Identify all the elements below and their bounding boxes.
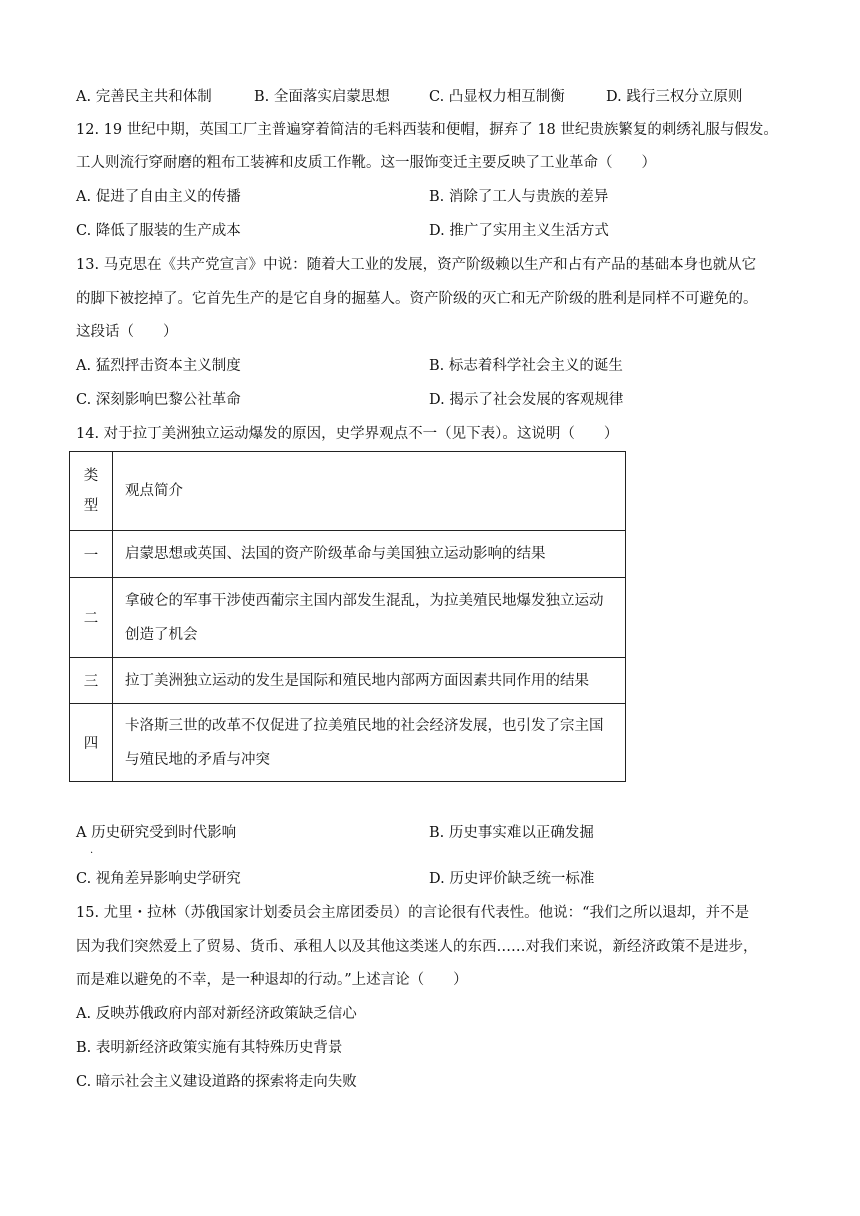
q15-stem-line3: 而是难以避免的不幸，是一种退却的行动。”上述言论（ ） xyxy=(76,972,468,988)
q14-option-c[interactable]: C. 视角差异影响史学研究 xyxy=(76,871,241,887)
q11-option-b[interactable]: B. 全面落实启蒙思想 xyxy=(254,89,390,105)
stray-dot: . xyxy=(90,845,94,856)
q13-option-b[interactable]: B. 标志着科学社会主义的诞生 xyxy=(429,358,623,374)
q11-option-d[interactable]: D. 践行三权分立原则 xyxy=(606,89,743,105)
q13-stem-line1: 13. 马克思在《共产党宣言》中说：随着大工业的发展，资产阶级赖以生产和占有产品的基础本身也就从它 xyxy=(76,257,757,273)
q14-option-b[interactable]: B. 历史事实难以正确发掘 xyxy=(429,825,594,841)
q14-stem: 14. 对于拉丁美洲独立运动爆发的原因，史学界观点不一（见下表）。这说明（ ） xyxy=(76,426,619,442)
table-row-desc xyxy=(113,578,626,658)
table-row-desc-line1: 启蒙思想或英国、法国的资产阶级革命与美国独立运动影响的结果 xyxy=(125,546,546,562)
table-row-desc-line2: 与殖民地的矛盾与冲突 xyxy=(125,751,270,768)
q14-option-d[interactable]: D. 历史评价缺乏统一标准 xyxy=(429,871,595,887)
table-header-type-char1: 类 xyxy=(83,468,99,484)
table-header-desc: 观点简介 xyxy=(113,452,626,531)
views-table xyxy=(69,451,626,782)
table-row-desc xyxy=(113,704,626,782)
table-row xyxy=(70,578,626,658)
q14-option-a[interactable]: A 历史研究受到时代影响 xyxy=(76,825,237,841)
table-row-type: 三 xyxy=(70,658,113,704)
q12-option-b[interactable]: B. 消除了工人与贵族的差异 xyxy=(429,189,609,205)
q15-option-a[interactable]: A. 反映苏俄政府内部对新经济政策缺乏信心 xyxy=(76,1006,357,1022)
table-header-type-char2: 型 xyxy=(83,498,99,514)
q12-stem-line2: 工人则流行穿耐磨的粗布工装裤和皮质工作靴。这一服饰变迁主要反映了工业革命（ ） xyxy=(76,155,656,171)
q11-option-c[interactable]: C. 凸显权力相互制衡 xyxy=(429,89,565,105)
table-row xyxy=(70,531,626,578)
q15-stem-line2: 因为我们突然爱上了贸易、货币、承租人以及其他这类迷人的东西……对我们来说，新经济政策不是进步， xyxy=(76,939,758,955)
table-row-type: 二 xyxy=(70,578,113,658)
table-row xyxy=(70,658,626,704)
q13-stem-line3: 这段话（ ） xyxy=(76,324,178,340)
q15-option-c[interactable]: C. 暗示社会主义建设道路的探索将走向失败 xyxy=(76,1074,357,1090)
table-row-desc-line1: 拉丁美洲独立运动的发生是国际和殖民地内部两方面因素共同作用的结果 xyxy=(125,672,589,689)
table-header-type xyxy=(70,452,113,531)
table-row-type: 一 xyxy=(70,531,113,578)
q13-option-c[interactable]: C. 深刻影响巴黎公社革命 xyxy=(76,392,241,408)
q12-option-a[interactable]: A. 促进了自由主义的传播 xyxy=(76,189,241,205)
table-row-type: 四 xyxy=(70,704,113,782)
table-header-row xyxy=(70,452,626,531)
table-row-desc-line1: 拿破仑的军事干涉使西葡宗主国内部发生混乱，为拉美殖民地爆发独立运动 xyxy=(125,592,604,609)
q12-stem-line1: 12. 19 世纪中期，英国工厂主普遍穿着简洁的毛料西装和便帽，摒弃了 18 世纪贵族繁复的刺绣礼服与假发。 xyxy=(76,122,778,138)
table-row-desc xyxy=(113,658,626,704)
table-row-desc-line1: 卡洛斯三世的改革不仅促进了拉美殖民地的社会经济发展，也引发了宗主国 xyxy=(125,717,604,734)
table-row xyxy=(70,704,626,782)
q12-option-c[interactable]: C. 降低了服装的生产成本 xyxy=(76,223,241,239)
q15-stem-line1: 15. 尤里・拉林（苏俄国家计划委员会主席团委员）的言论很有代表性。他说：“我们之所以退却，并不是 xyxy=(76,905,750,921)
q13-option-d[interactable]: D. 揭示了社会发展的客观规律 xyxy=(429,392,624,408)
q12-option-d[interactable]: D. 推广了实用主义生活方式 xyxy=(429,223,609,239)
table-row-desc-line2: 创造了机会 xyxy=(125,626,198,643)
q11-option-a[interactable]: A. 完善民主共和体制 xyxy=(76,89,212,105)
table-row-desc xyxy=(113,531,626,578)
q13-stem-line2: 的脚下被挖掉了。它首先生产的是它自身的掘墓人。资产阶级的灭亡和无产阶级的胜利是同样不可避免的。 xyxy=(76,291,758,307)
q13-option-a[interactable]: A. 猛烈抨击资本主义制度 xyxy=(76,358,241,374)
q15-option-b[interactable]: B. 表明新经济政策实施有其特殊历史背景 xyxy=(76,1040,343,1056)
